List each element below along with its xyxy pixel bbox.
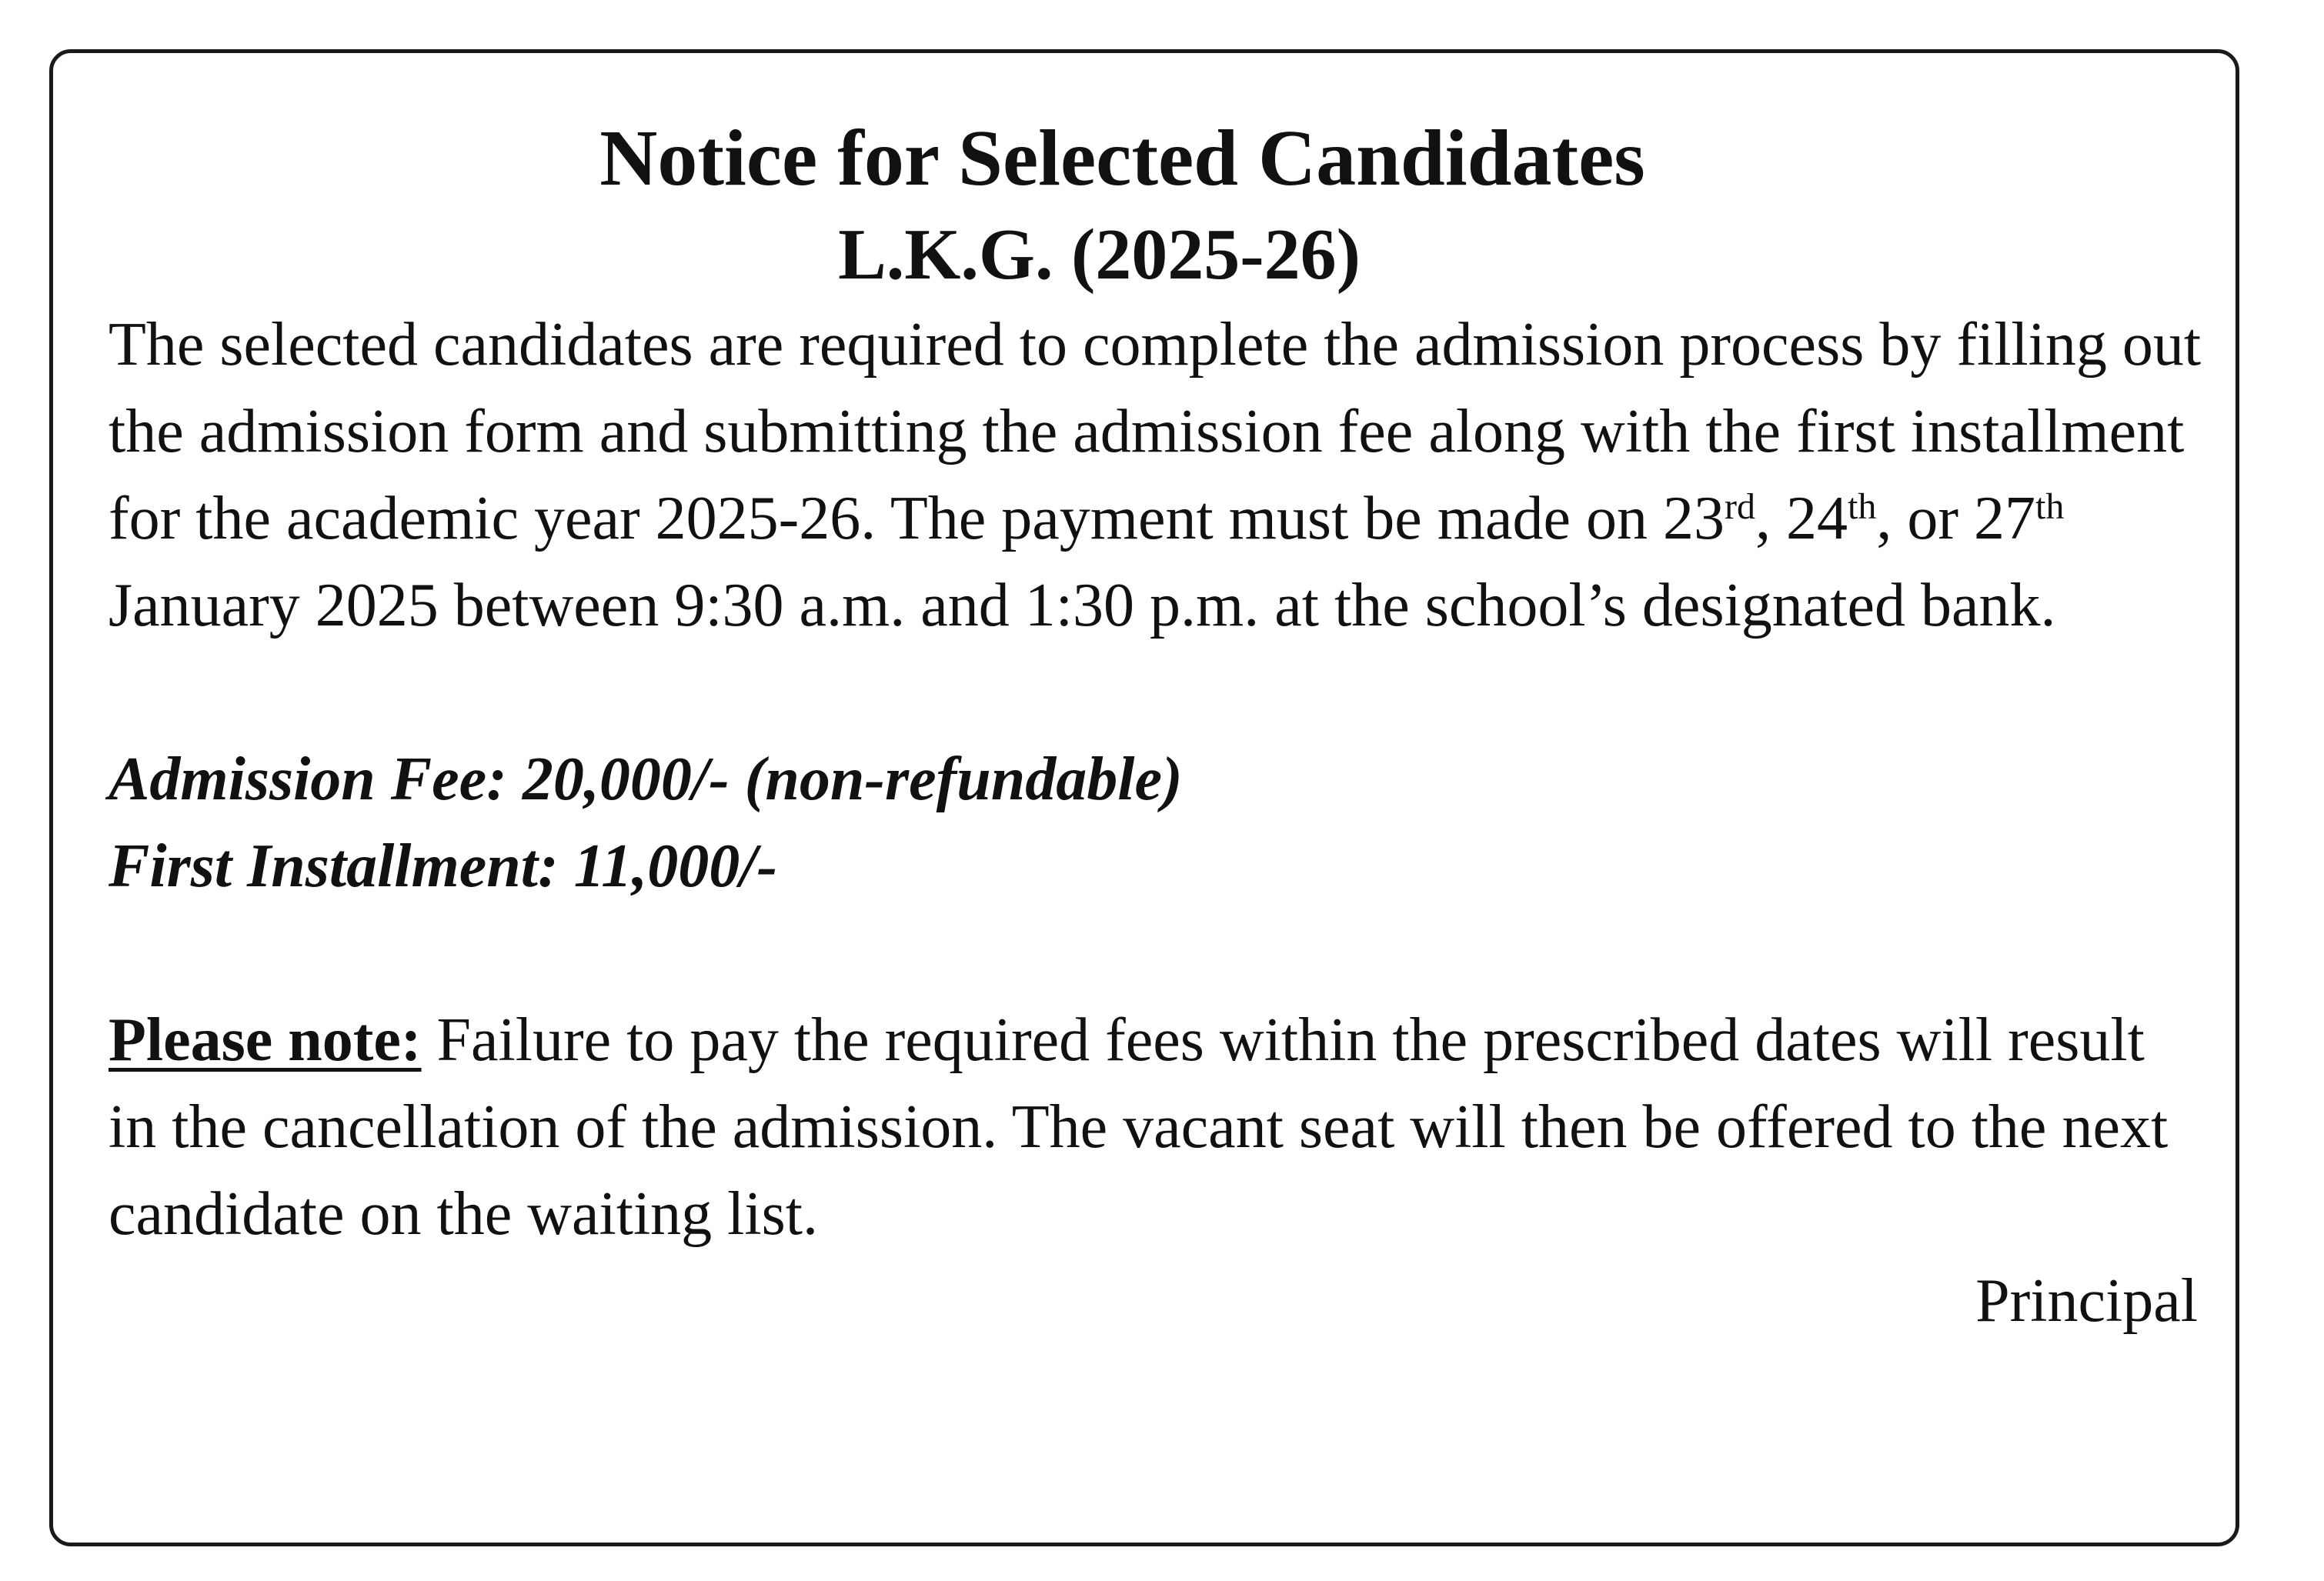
please-note-paragraph: [109, 997, 2205, 1258]
principal-signature: Principal: [1975, 1267, 2198, 1335]
notice-content: [109, 108, 2205, 1345]
admission-fee-line: Admission Fee: 20,000/- (non-refundable): [109, 745, 1183, 813]
body-text-part-3: , or 27: [1876, 485, 2036, 552]
body-text-part-1: The selected candidates are required to complete the admission process by filling out the admission form and submitting the admission fee along with the first installment for the academic year 2025-26. The payment must be made on 23: [109, 311, 2202, 552]
fee-details: [109, 736, 2205, 910]
ordinal-suffix-th-2: th: [2035, 486, 2065, 527]
ordinal-suffix-rd: rd: [1725, 486, 1756, 527]
please-note-label: Please note:: [109, 1006, 422, 1074]
first-installment-line: First Installment: 11,000/-: [109, 832, 778, 900]
notice-subtitle: L.K.G. (2025-26): [838, 215, 1361, 295]
body-text-part-2: , 24: [1755, 485, 1848, 552]
please-note-text: Failure to pay the required fees within the prescribed dates will result in the cancellation of the admission. The vacant seat will then be offered to the next candidate on the waiting list.: [109, 1006, 2169, 1248]
notice-title: Notice for Selected Candidates: [599, 114, 1645, 202]
notice-body-paragraph: [109, 302, 2205, 649]
body-text-part-4: January 2025 between 9:30 a.m. and 1:30 p.m. at the school’s designated bank.: [109, 572, 2056, 639]
ordinal-suffix-th-1: th: [1848, 486, 1877, 527]
